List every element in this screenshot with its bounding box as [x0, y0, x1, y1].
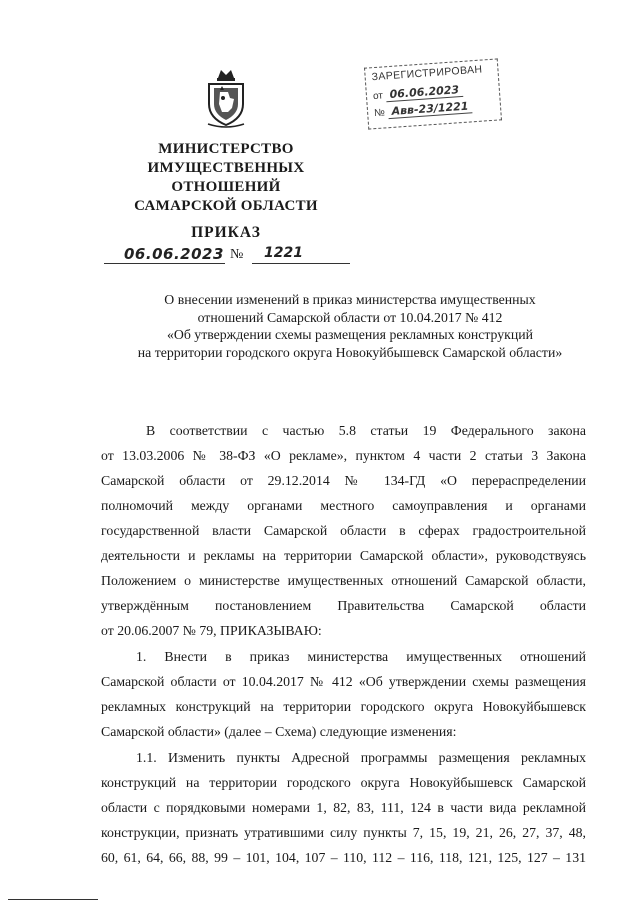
- ministry-line: ОТНОШЕНИЙ: [171, 179, 281, 195]
- stamp-number-value: Авв-23/1221: [387, 99, 473, 119]
- body-line: Положением о министерстве имущественных отношений Самарской области,: [101, 573, 586, 588]
- registration-stamp: [364, 58, 502, 129]
- number-underline: [252, 263, 350, 264]
- date-underline: [104, 263, 225, 264]
- order-number: 1221: [264, 245, 303, 261]
- body-line: 60, 61, 64, 66, 88, 99 – 101, 104, 107 – 110, 112 – 116, 118, 121, 125, 127 – 131: [101, 850, 586, 865]
- stamp-number-label: №: [373, 107, 386, 120]
- stamp-title: ЗАРЕГИСТРИРОВАН: [371, 63, 483, 84]
- ministry-line: ИМУЩЕСТВЕННЫХ: [147, 160, 305, 176]
- ministry-name: [118, 140, 334, 216]
- body-line: Самарской области от 10.04.2017 № 412 «Об утверждении схемы размещения: [101, 674, 586, 689]
- order-subject: [100, 291, 600, 361]
- body-line: рекламных конструкций на территории городского округа Новокуйбышевск: [101, 699, 586, 714]
- ministry-line: МИНИСТЕРСТВО: [158, 141, 294, 157]
- body-line: В соответствии с частью 5.8 статьи 19 Федерального закона: [146, 423, 586, 438]
- subject-line: отношений Самарской области от 10.04.2017 № 412: [197, 309, 503, 325]
- order-number-label: №: [230, 247, 244, 262]
- stamp-number-row: [374, 99, 473, 119]
- body-line: конструкции, признать утратившими силу пункты 7, 15, 19, 21, 26, 27, 37, 48,: [101, 825, 586, 840]
- order-date: 06.06.2023: [124, 245, 224, 263]
- footer-rule: [8, 899, 98, 900]
- subject-line: О внесении изменений в приказ министерства имущественных: [164, 292, 536, 307]
- body-line: области с порядковыми номерами 1, 82, 83, 111, 124 в части вида рекламной: [101, 800, 586, 815]
- stamp-date-row: [373, 83, 464, 102]
- body-line: государственной власти Самарской области в сферах градостроительной: [101, 523, 586, 538]
- body-line: от 13.03.2006 № 38-ФЗ «О рекламе», пунктом 4 части 2 статьи 3 Закона: [101, 448, 586, 463]
- stamp-date-label: от: [372, 90, 384, 103]
- coat-of-arms-emblem: [206, 68, 246, 128]
- ministry-line: САМАРСКОЙ ОБЛАСТИ: [134, 198, 318, 214]
- body-line: 1. Внести в приказ министерства имущественных отношений: [136, 649, 586, 664]
- body-line: 1.1. Изменить пункты Адресной программы размещения рекламных: [136, 750, 586, 765]
- body-line: Самарской области от 29.12.2014 № 134-ГД «О перераспределении: [101, 473, 586, 488]
- body-line: от 20.06.2007 № 79, ПРИКАЗЫВАЮ:: [101, 623, 322, 638]
- subject-line: «Об утверждении схемы размещения рекламных конструкций: [166, 327, 534, 342]
- body-line: полномочий между органами местного самоуправления и органами: [101, 498, 586, 513]
- body-line: деятельности и рекламы на территории Самарской области», руководствуясь: [101, 548, 586, 563]
- body-line: конструкций на территории городского округа Новокуйбышевск Самарской: [101, 775, 586, 790]
- order-date-number: [98, 244, 353, 266]
- stamp-date-value: 06.06.2023: [385, 83, 463, 102]
- body-line: Самарской области» (далее – Схема) следующие изменения:: [101, 724, 457, 739]
- subject-line: на территории городского округа Новокуйбышевск Самарской области»: [137, 344, 563, 360]
- order-title: ПРИКАЗ: [191, 224, 261, 241]
- body-line: утверждённым постановлением Правительства Самарской области: [101, 598, 586, 613]
